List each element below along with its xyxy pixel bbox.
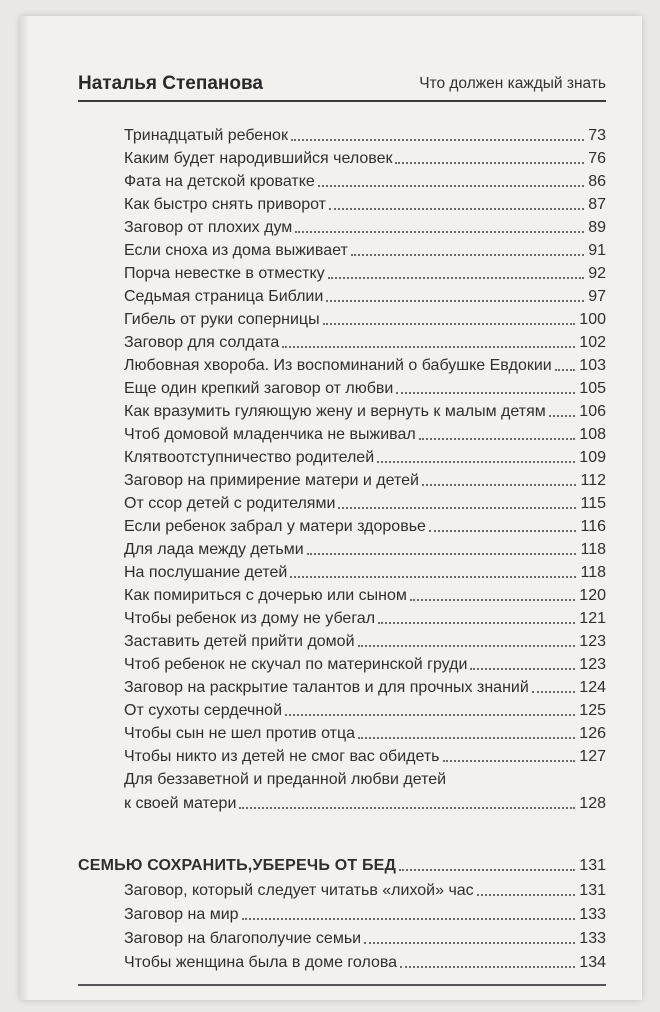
dot-leader: [338, 507, 576, 509]
toc-entry-page: 118: [580, 564, 606, 581]
toc-entry: [124, 218, 606, 238]
toc-entry: [124, 356, 606, 376]
toc-entry-page: 116: [580, 518, 606, 535]
toc-entry-title: Чтобы сын не шел против отца: [124, 725, 356, 742]
toc-entry-page: 92: [588, 265, 606, 282]
dot-leader: [318, 185, 584, 187]
toc-entry-title: Как помириться с дочерью или сыном: [124, 587, 407, 604]
toc-entry-title: Заговор на мир: [124, 906, 239, 923]
section-heading: [78, 856, 606, 876]
toc-entry: [124, 425, 606, 445]
toc-entry: [124, 724, 606, 744]
toc-entry: [124, 540, 606, 560]
dot-leader: [419, 438, 576, 440]
toc-entry: [124, 149, 606, 169]
toc-entry-page: 118: [580, 541, 606, 558]
running-header: [78, 66, 606, 102]
section-page: 131: [579, 857, 606, 874]
author-name: Наталья Степанова: [78, 73, 263, 94]
toc-entry-page: 112: [580, 472, 606, 489]
toc-entry-page: 133: [579, 930, 606, 947]
dot-leader: [396, 392, 575, 394]
toc-entry-page: 123: [579, 633, 606, 650]
toc-entry-page: 108: [579, 426, 606, 443]
dot-leader: [282, 346, 575, 348]
toc-entry-title: Для лада между детьми: [124, 541, 304, 558]
toc-entry-title: Чтобы женщина была в доме голова: [124, 954, 398, 971]
toc-entry-page: 128: [579, 795, 606, 812]
toc-entry-page: 133: [579, 906, 606, 923]
toc-entry: [124, 563, 606, 583]
toc-entry-page: 100: [579, 311, 606, 328]
toc-entry: [124, 195, 606, 215]
toc-entry: [124, 770, 606, 814]
toc-entry-page: 125: [579, 702, 606, 719]
dot-leader: [239, 807, 575, 809]
dot-leader: [470, 668, 575, 670]
dot-leader: [532, 691, 576, 693]
toc-entry-title: Фата на детской кроватке: [124, 173, 315, 190]
toc-entry-title: Любовная хвороба. Из воспоминаний о бабушке Евдокии: [124, 357, 552, 374]
toc-entry-page: 131: [579, 882, 606, 899]
toc-entry: [124, 333, 606, 353]
toc-entry: [124, 678, 606, 698]
dot-leader: [395, 162, 584, 164]
dot-leader: [422, 484, 577, 486]
toc-entry-page: 123: [579, 656, 606, 673]
toc-entry-title: Заговор на благополучие семьи: [124, 930, 362, 947]
dot-leader: [399, 869, 575, 871]
toc-entry-page: 106: [579, 403, 606, 420]
toc-entry: [124, 172, 606, 192]
toc-entry: [124, 241, 606, 261]
toc-entry-page: 124: [579, 679, 606, 696]
book-title: Что должен каждый знать: [419, 75, 606, 92]
toc-entry-title: Каким будет народившийся человек: [124, 150, 393, 167]
toc-entry-title: Если ребенок забрал у матери здоровье: [124, 518, 426, 535]
toc-entry-title: Тринадцатый ребенок: [124, 127, 288, 144]
book-page: [20, 16, 642, 1000]
toc-entry-page: 97: [588, 288, 606, 305]
toc-entry-title: Клятвоотступничество родителей: [124, 449, 375, 466]
dot-leader: [358, 737, 575, 739]
toc-entry-title: Седьмая страница Библии: [124, 288, 324, 305]
toc-entry-title: Чтобы ребенок из дому не убегал: [124, 610, 376, 627]
toc-entry: [124, 402, 606, 422]
toc-entry: [124, 126, 606, 146]
toc-entry-title: Заговор на примирение матери и детей: [124, 472, 419, 489]
toc-entry: [124, 609, 606, 629]
toc-entry: [124, 586, 606, 606]
footer-rule: [78, 984, 606, 986]
toc-entry-title: Заговор от плохих дум: [124, 219, 293, 236]
toc-entry-title: Чтобы никто из детей не смог вас обидеть: [124, 748, 440, 765]
toc-entry-page: 121: [579, 610, 606, 627]
toc-entry: [124, 632, 606, 652]
dot-leader: [291, 139, 584, 141]
dot-leader: [323, 323, 576, 325]
toc-entry-title: Чтоб домовой младенчика не выживал: [124, 426, 416, 443]
toc-entry-page: 105: [579, 380, 606, 397]
toc-entry: [124, 494, 606, 514]
toc-entry: [124, 655, 606, 675]
toc-entry-page: 89: [588, 219, 606, 236]
dot-leader: [477, 894, 576, 896]
dot-leader: [295, 231, 584, 233]
toc-entry-title: Как вразумить гуляющую жену и вернуть к малым детям: [124, 403, 546, 420]
toc-entry: [124, 953, 606, 973]
dot-leader: [285, 714, 575, 716]
dot-leader: [364, 942, 575, 944]
toc-entry-page: 86: [588, 173, 606, 190]
toc-entry-title: Как быстро снять приворот: [124, 196, 326, 213]
toc-entry-title: Гибель от руки соперницы: [124, 311, 320, 328]
toc-entry: [124, 264, 606, 284]
toc-entry: [124, 287, 606, 307]
toc-entry-page: 127: [579, 748, 606, 765]
dot-leader: [351, 254, 584, 256]
dot-leader: [242, 918, 576, 920]
toc-entry: [124, 905, 606, 925]
dot-leader: [307, 553, 577, 555]
toc-entry: [124, 379, 606, 399]
toc-entry-page: 120: [579, 587, 606, 604]
toc-entry-title: Заставить детей прийти домой: [124, 633, 355, 650]
toc-entry-title: На послушание детей: [124, 564, 288, 581]
section-title: СЕМЬЮ СОХРАНИТЬ,УБЕРЕЧЬ ОТ БЕД: [78, 857, 397, 874]
toc-entry: [124, 517, 606, 537]
dot-leader: [429, 530, 577, 532]
toc-entry: [124, 471, 606, 491]
toc-entry: [124, 701, 606, 721]
toc-entry: [124, 881, 606, 901]
dot-leader: [329, 208, 584, 210]
dot-leader: [549, 415, 576, 417]
toc-entry-title: Если сноха из дома выживает: [124, 242, 348, 259]
toc-entry-page: 126: [579, 725, 606, 742]
toc-entry-title: Для беззаветной и преданной любви детей: [124, 771, 447, 788]
toc-entry-page: 134: [579, 954, 606, 971]
dot-leader: [378, 622, 575, 624]
dot-leader: [328, 277, 585, 279]
toc-entry-page: 102: [579, 334, 606, 351]
dot-leader: [326, 300, 584, 302]
toc-entry: [124, 310, 606, 330]
toc-entry-page: 73: [588, 127, 606, 144]
toc-entry-page: 91: [588, 242, 606, 259]
toc-entry-page: 103: [579, 357, 606, 374]
dot-leader: [358, 645, 576, 647]
toc-entry-title: Заговор, который следует читатьв «лихой» час: [124, 882, 474, 899]
toc-entry-title: Чтоб ребенок не скучал по материнской груди: [124, 656, 468, 673]
dot-leader: [555, 369, 576, 371]
toc-entry-title: Еще один крепкий заговор от любви: [124, 380, 394, 397]
toc-entry: [124, 747, 606, 767]
toc-entry-page: 109: [579, 449, 606, 466]
dot-leader: [377, 461, 575, 463]
toc-entry-page: 76: [588, 150, 606, 167]
dot-leader: [400, 966, 575, 968]
toc-entry-title: От ссор детей с родителями: [124, 495, 336, 512]
dot-leader: [443, 760, 576, 762]
toc-entry: [124, 448, 606, 468]
toc-entry-title-continued: к своей матери: [124, 795, 237, 812]
toc-entry-title: Порча невестке в отместку: [124, 265, 325, 282]
toc-entry-title: От сухоты сердечной: [124, 702, 282, 719]
toc-entry: [124, 929, 606, 949]
toc-entry-page: 87: [588, 196, 606, 213]
toc-entry-page: 115: [580, 495, 606, 512]
toc-entry-title: Заговор для солдата: [124, 334, 280, 351]
dot-leader: [410, 599, 575, 601]
dot-leader: [290, 576, 576, 578]
toc-entry-title: Заговор на раскрытие талантов и для прочных знаний: [124, 679, 529, 696]
